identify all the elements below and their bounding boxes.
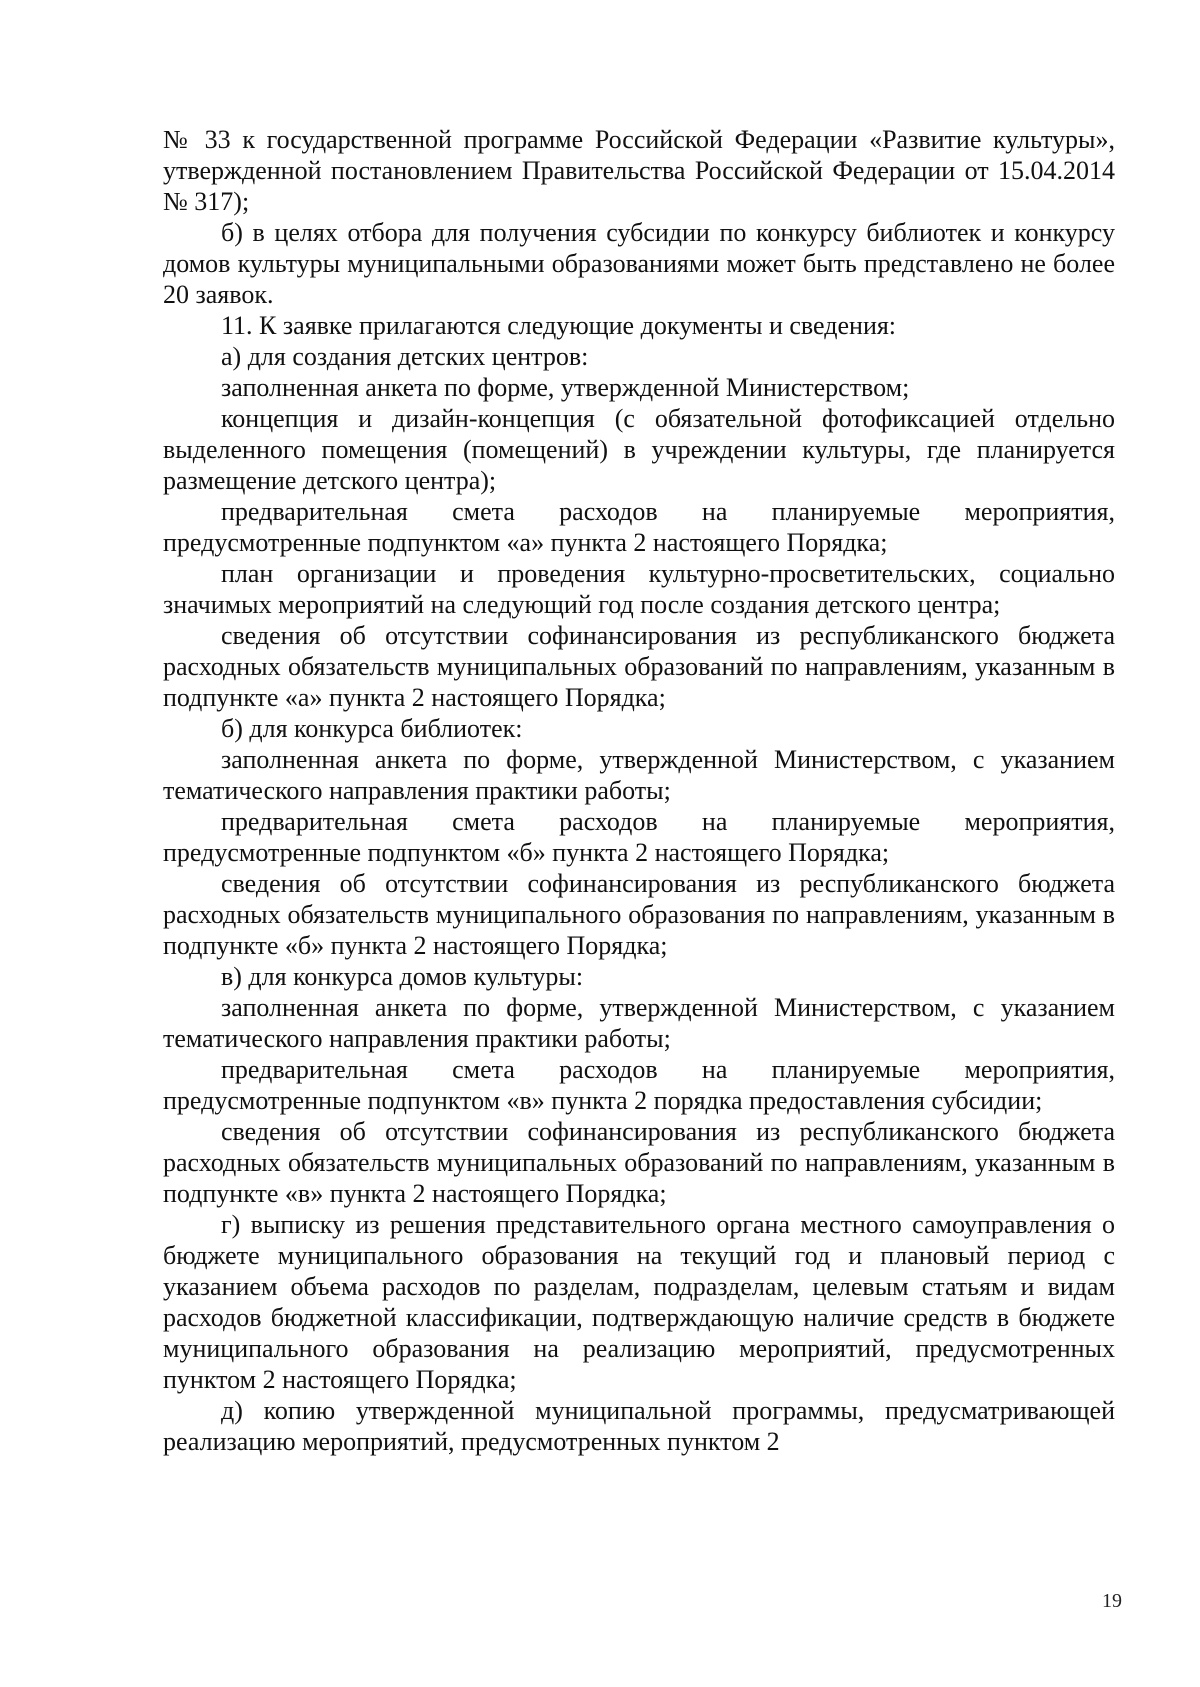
paragraph: сведения об отсутствии софинансирования из республиканского бюджета расходных обязательств муниципальных образований по направлениям, указанным в подпункте «а» пункта 2 настоящего Порядка; <box>163 621 1115 712</box>
paragraph: сведения об отсутствии софинансирования из республиканского бюджета расходных обязательств муниципальных образований по направлениям, указанным в подпункте «в» пункта 2 настоящего Порядка; <box>163 1117 1115 1208</box>
paragraph: в) для конкурса домов культуры: <box>221 962 584 991</box>
paragraph: б) в целях отбора для получения субсидии по конкурсу библиотек и конкурсу домов культуры муниципальными образованиями может быть представлено не более 20 заявок. <box>163 218 1115 309</box>
paragraph: № 33 к государственной программе Российской Федерации «Развитие культуры», утвержденной постановлением Правительства Российской Федерации от 15.04.2014 № 317); <box>163 125 1115 216</box>
paragraph: заполненная анкета по форме, утвержденной Министерством, с указанием тематического направления практики работы; <box>163 993 1115 1053</box>
paragraph: предварительная смета расходов на планируемые мероприятия, предусмотренные подпунктом «б» пункта 2 настоящего Порядка; <box>163 807 1115 867</box>
paragraph: б) для конкурса библиотек: <box>221 714 523 743</box>
paragraph: г) выписку из решения представительного органа местного самоуправления о бюджете муниципального образования на текущий год и плановый период с указанием объема расходов по разделам, подразделам, целевым статьям и видам расходов бюджетной классификации, подтверждающую наличие средств в бюджете муниципального образования на реализацию мероприятий, предусмотренных пунктом 2 настоящего Порядка; <box>163 1210 1115 1394</box>
paragraph: предварительная смета расходов на планируемые мероприятия, предусмотренные подпунктом «в» пункта 2 порядка предоставления субсидии; <box>163 1055 1115 1115</box>
paragraph: д) копию утвержденной муниципальной программы, предусматривающей реализацию мероприятий, предусмотренных пунктом 2 <box>163 1396 1115 1456</box>
paragraph: заполненная анкета по форме, утвержденной Министерством; <box>221 373 910 402</box>
paragraph: концепция и дизайн-концепция (с обязательной фотофиксацией отдельно выделенного помещения (помещений) в учреждении культуры, где планируется размещение детского центра); <box>163 404 1115 495</box>
paragraph: план организации и проведения культурно-просветительских, социально значимых мероприятий на следующий год после создания детского центра; <box>163 559 1115 619</box>
paragraph: а) для создания детских центров: <box>221 342 589 371</box>
paragraph: предварительная смета расходов на планируемые мероприятия, предусмотренные подпунктом «а» пункта 2 настоящего Порядка; <box>163 497 1115 557</box>
document-body <box>163 124 1115 1457</box>
paragraph: заполненная анкета по форме, утвержденной Министерством, с указанием тематического направления практики работы; <box>163 745 1115 805</box>
paragraph: сведения об отсутствии софинансирования из республиканского бюджета расходных обязательств муниципального образования по направлениям, указанным в подпункте «б» пункта 2 настоящего Порядка; <box>163 869 1115 960</box>
page-number: 19 <box>1102 1590 1122 1612</box>
paragraph: 11. К заявке прилагаются следующие документы и сведения: <box>221 311 897 340</box>
